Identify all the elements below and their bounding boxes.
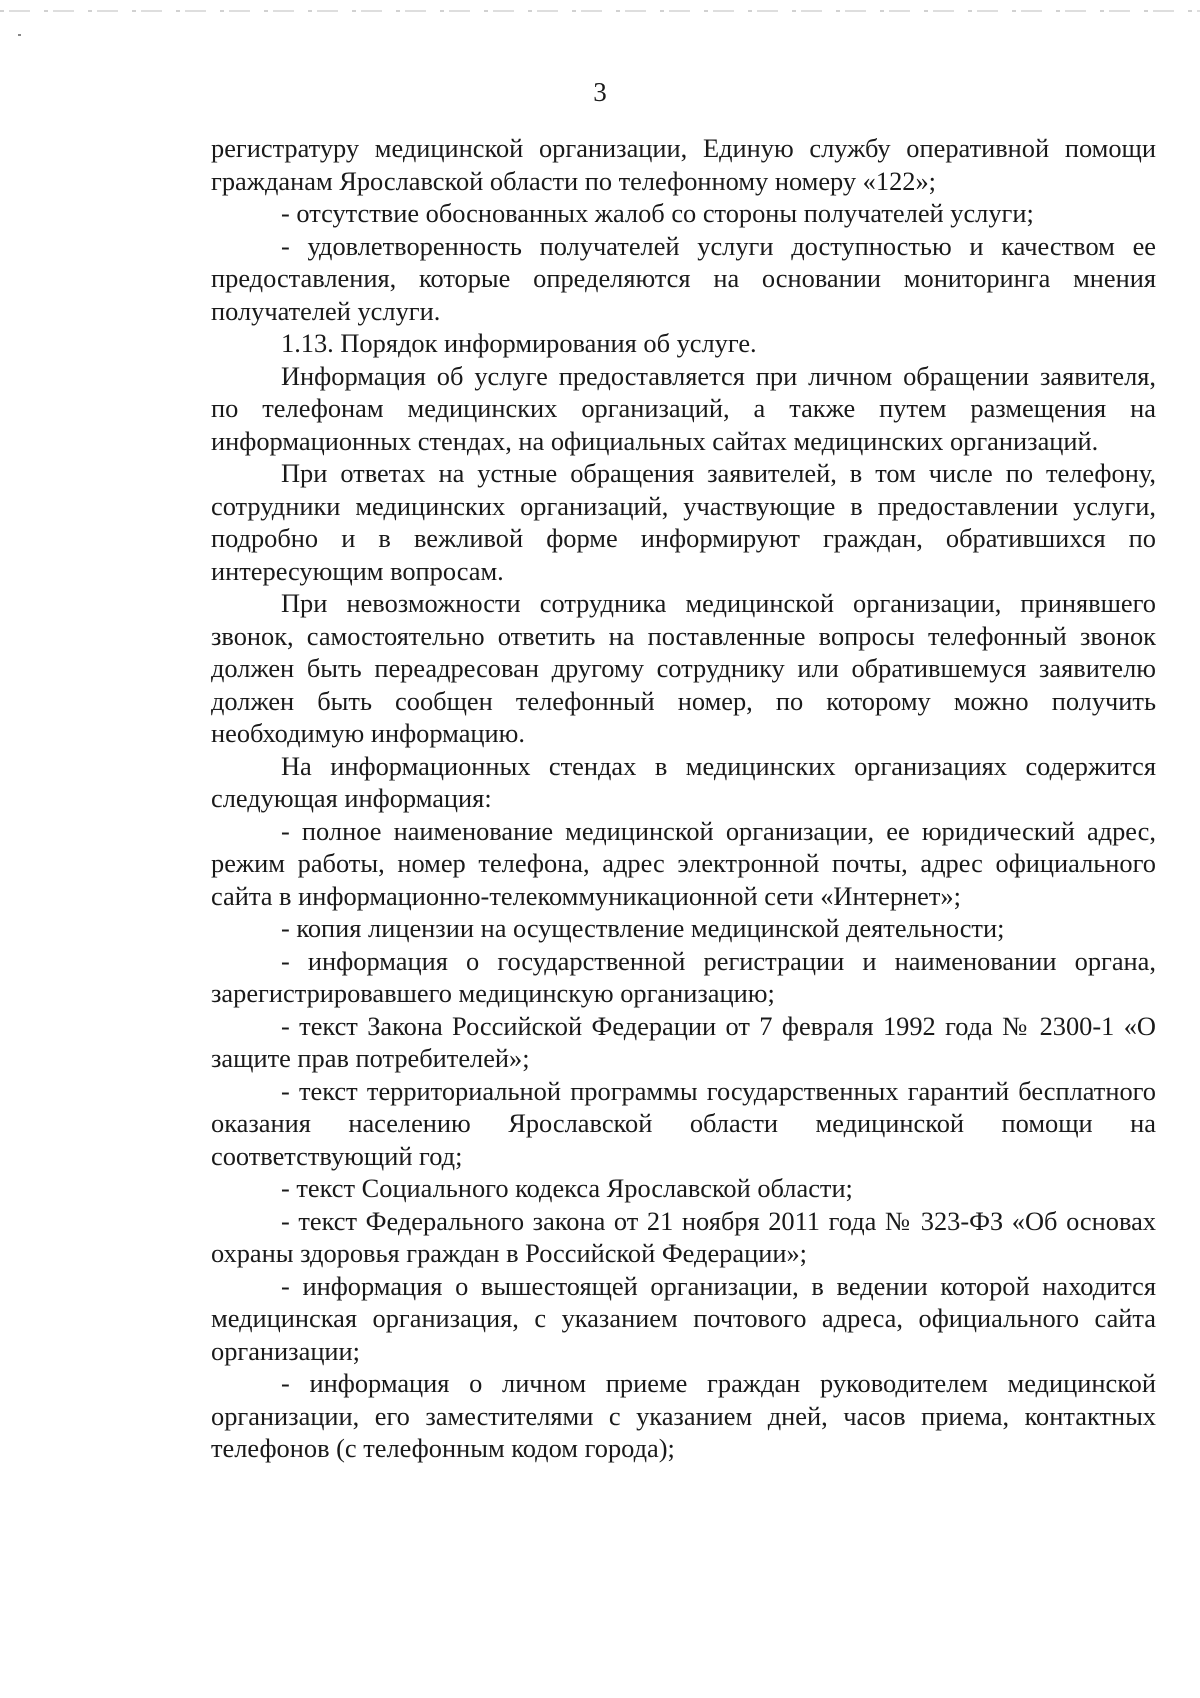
paragraph-call-redirect: При невозможности сотрудника медицинской организации, принявшего звонок, самостоятельно ответить на поставленные вопросы телефонный звонок должен быть переадресован другому сотруднику или обратившемуся заявителю должен быть сообщен телефонный номер, по которому можно получить необходимую информацию. — [211, 588, 1156, 748]
list-item-org-details: - полное наименование медицинской организации, ее юридический адрес, режим работы, номер телефона, адрес электронной почты, адрес официального сайта в информационно-телекоммуникационной сети «Интернет»; — [211, 815, 1156, 911]
scan-speck — [18, 34, 21, 36]
list-item-social-code: - текст Социального кодекса Ярославской области; — [281, 1173, 853, 1203]
paragraph-oral-requests: При ответах на устные обращения заявителей, в том числе по телефону, сотрудники медицинских организаций, участвующие в предоставлении услуги, подробно и в вежливой форме информируют граждан, обратившихся по интересующим вопросам. — [211, 458, 1156, 586]
list-item-satisfaction: - удовлетворенность получателей услуги доступностью и качеством ее предоставления, которые определяются на основании мониторинга мнения получателей услуги. — [211, 230, 1156, 326]
list-item-territorial-program: - текст территориальной программы государственных гарантий бесплатного оказания населению Ярославской области медицинской помощи на соответствующий год; — [211, 1075, 1156, 1171]
document-body — [211, 132, 1156, 1465]
page-number: 3 — [593, 77, 607, 107]
list-item-reception-schedule: - информация о личном приеме граждан руководителем медицинской организации, его заместителями с указанием дней, часов приема, контактных телефонов (с телефонным кодом города); — [211, 1368, 1156, 1463]
section-heading-1-13: 1.13. Порядок информирования об услуге. — [281, 328, 757, 358]
scan-top-edge — [0, 10, 1200, 12]
list-item-consumer-law: - текст Закона Российской Федерации от 7 февраля 1992 года № 2300-1 «О защите прав потребителей»; — [211, 1010, 1156, 1073]
paragraph-info-provision: Информация об услуге предоставляется при личном обращении заявителя, по телефонам медицинских организаций, а также путем размещения на информационных стендах, на официальных сайтах медицинских организаций. — [211, 360, 1156, 456]
list-item-registration: - информация о государственной регистрации и наименовании органа, зарегистрировавшего медицинскую организацию; — [211, 945, 1156, 1008]
list-item-parent-org: - информация о вышестоящей организации, в ведении которой находится медицинская организация, с указанием почтового адреса, официального сайта организации; — [211, 1270, 1156, 1366]
list-item-no-complaints: - отсутствие обоснованных жалоб со стороны получателей услуги; — [281, 198, 1034, 228]
paragraph-stands-intro: На информационных стендах в медицинских организациях содержится следующая информация: — [211, 750, 1156, 813]
paragraph-registry-continuation: регистратуру медицинской организации, Единую службу оперативной помощи гражданам Ярославской области по телефонному номеру «122»; — [211, 133, 1156, 196]
list-item-federal-law: - текст Федерального закона от 21 ноября 2011 года № 323-ФЗ «Об основах охраны здоровья граждан в Российской Федерации»; — [211, 1205, 1156, 1268]
list-item-license: - копия лицензии на осуществление медицинской деятельности; — [281, 913, 1005, 943]
